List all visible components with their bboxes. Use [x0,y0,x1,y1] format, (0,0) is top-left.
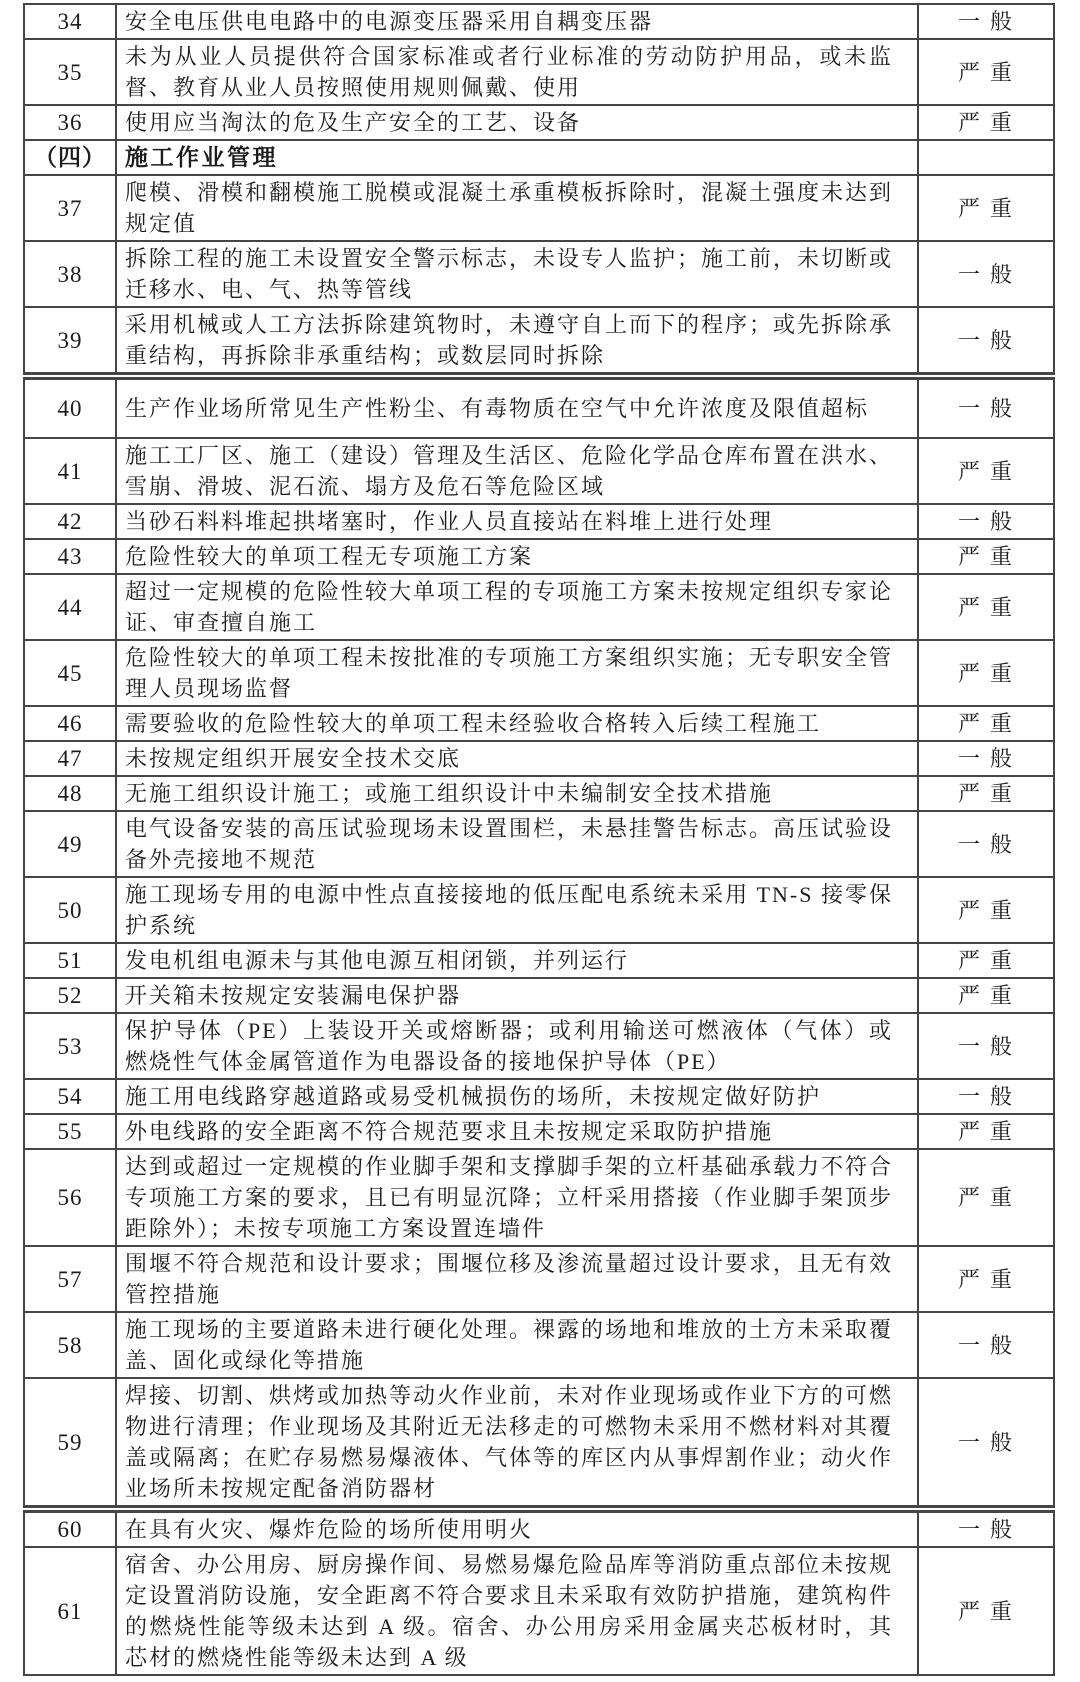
table-row [24,1547,1054,1675]
row-description-cell: 达到或超过一定规模的作业脚手架和支撑脚手架的立杆基础承载力不符合专项施工方案的要求，且已有明显沉降；立杆采用搭接（作业脚手架顶步距除外）；未按专项施工方案设置连墙件 [116,1149,918,1246]
row-description-cell: 焊接、切割、烘烤或加热等动火作业前，未对作业现场或作业下方的可燃物进行清理；作业现场及其附近无法移走的可燃物未采用不燃材料对其覆盖或隔离；在贮存易燃易爆液体、气体等的库区内从事焊割作业；动火作业场所未按规定配备消防器材 [116,1378,918,1509]
row-number-cell: 51 [24,943,116,978]
row-number-cell: 34 [24,4,116,39]
table-row [24,1378,1054,1509]
row-severity-cell: 一般 [918,307,1054,376]
row-description-cell: 保护导体（PE）上装设开关或熔断器；或利用输送可燃液体（气体）或燃烧性气体金属管道作为电器设备的接地保护导体（PE） [116,1013,918,1079]
table-row [24,1509,1054,1547]
row-description-cell: 开关箱未按规定安装漏电保护器 [116,978,918,1013]
row-severity-cell: 一般 [918,1079,1054,1114]
row-number-cell: 54 [24,1079,116,1114]
row-description-cell: 需要验收的危险性较大的单项工程未经验收合格转入后续工程施工 [116,706,918,741]
row-severity-cell: 一般 [918,741,1054,776]
row-severity-cell: 一般 [918,1509,1054,1547]
row-description-cell: 安全电压供电电路中的电源变压器采用自耦变压器 [116,4,918,39]
row-severity-cell: 一般 [918,241,1054,307]
table-row [24,943,1054,978]
table-row [24,1079,1054,1114]
row-description-cell: 宿舍、办公用房、厨房操作间、易燃易爆危险品库等消防重点部位未按规定设置消防设施，安全距离不符合要求且未采取有效防护措施，建筑构件的燃烧性能等级未达到 A 级。宿舍、办公用房采用金属夹芯板材时，其芯材的燃烧性能等级未达到 A 级 [116,1547,918,1675]
row-description-cell: 在具有火灾、爆炸危险的场所使用明火 [116,1509,918,1547]
row-number-cell: 48 [24,776,116,811]
row-severity-cell: 严重 [918,574,1054,640]
table-row [24,706,1054,741]
row-severity-cell: 严重 [918,1547,1054,1675]
row-severity-cell: 一般 [918,504,1054,539]
table-row [24,4,1054,39]
row-number-cell: 53 [24,1013,116,1079]
row-description-cell: 未按规定组织开展安全技术交底 [116,741,918,776]
row-number-cell: 57 [24,1246,116,1312]
table-row [24,1312,1054,1378]
row-severity-cell: 一般 [918,811,1054,877]
row-severity-cell: 一般 [918,1013,1054,1079]
row-description-cell: 拆除工程的施工未设置安全警示标志，未设专人监护；施工前，未切断或迁移水、电、气、热等管线 [116,241,918,307]
row-severity-cell: 一般 [918,1378,1054,1509]
row-description-cell: 危险性较大的单项工程未按批准的专项施工方案组织实施；无专职安全管理人员现场监督 [116,640,918,706]
row-severity-cell: 严重 [918,978,1054,1013]
table-row [24,376,1054,438]
table-row [24,776,1054,811]
row-number-cell: 61 [24,1547,116,1675]
row-severity-cell: 严重 [918,776,1054,811]
row-severity-cell: 严重 [918,943,1054,978]
table-row [24,105,1054,140]
row-number-cell: 58 [24,1312,116,1378]
table-row [24,1114,1054,1149]
table-body [24,4,1054,1675]
table-row [24,877,1054,943]
row-description-cell: 爬模、滑模和翻模施工脱模或混凝土承重模板拆除时，混凝土强度未达到规定值 [116,175,918,241]
row-number-cell: 38 [24,241,116,307]
table-row [24,574,1054,640]
table-row [24,978,1054,1013]
table-row [24,741,1054,776]
table-row [24,1149,1054,1246]
row-number-cell: 40 [24,376,116,438]
row-description-cell: 使用应当淘汰的危及生产安全的工艺、设备 [116,105,918,140]
row-number-cell: 47 [24,741,116,776]
row-severity-cell: 严重 [918,1246,1054,1312]
row-description-cell: 外电线路的安全距离不符合规范要求且未按规定采取防护措施 [116,1114,918,1149]
row-description-cell: 施工工厂区、施工（建设）管理及生活区、危险化学品仓库布置在洪水、雪崩、滑坡、泥石流、塌方及危石等危险区域 [116,438,918,504]
row-description-cell: 无施工组织设计施工；或施工组织设计中未编制安全技术措施 [116,776,918,811]
row-number-cell: 59 [24,1378,116,1509]
table-row [24,504,1054,539]
row-description-cell: 电气设备安装的高压试验现场未设置围栏，未悬挂警告标志。高压试验设备外壳接地不规范 [116,811,918,877]
row-severity-cell: 一般 [918,1312,1054,1378]
row-number-cell: 50 [24,877,116,943]
row-number-cell: 52 [24,978,116,1013]
row-severity-cell: 严重 [918,706,1054,741]
row-number-cell: 56 [24,1149,116,1246]
row-description-cell: 当砂石料料堆起拱堵塞时，作业人员直接站在料堆上进行处理 [116,504,918,539]
row-severity-cell: 严重 [918,640,1054,706]
row-description-cell: 生产作业场所常见生产性粉尘、有毒物质在空气中允许浓度及限值超标 [116,376,918,438]
row-severity-cell: 严重 [918,175,1054,241]
table-row [24,241,1054,307]
row-description-cell: 施工现场专用的电源中性点直接接地的低压配电系统未采用 TN-S 接零保护系统 [116,877,918,943]
row-description-cell: 施工作业管理 [116,140,918,175]
table-row [24,175,1054,241]
row-number-cell: 55 [24,1114,116,1149]
table-row [24,1246,1054,1312]
row-number-cell: 42 [24,504,116,539]
row-severity-cell [918,140,1054,175]
row-description-cell: 施工现场的主要道路未进行硬化处理。裸露的场地和堆放的土方未采取覆盖、固化或绿化等措施 [116,1312,918,1378]
row-description-cell: 危险性较大的单项工程无专项施工方案 [116,539,918,574]
row-number-cell: 36 [24,105,116,140]
row-description-cell: 施工用电线路穿越道路或易受机械损伤的场所，未按规定做好防护 [116,1079,918,1114]
row-description-cell: 未为从业人员提供符合国家标准或者行业标准的劳动防护用品，或未监督、教育从业人员按照使用规则佩戴、使用 [116,39,918,105]
row-number-cell: 35 [24,39,116,105]
row-number-cell: 49 [24,811,116,877]
table-row [24,307,1054,376]
row-description-cell: 围堰不符合规范和设计要求；围堰位移及渗流量超过设计要求，且无有效管控措施 [116,1246,918,1312]
row-severity-cell: 一般 [918,4,1054,39]
table-row [24,1013,1054,1079]
section-header-row [24,140,1054,175]
row-description-cell: 发电机组电源未与其他电源互相闭锁，并列运行 [116,943,918,978]
row-number-cell: 45 [24,640,116,706]
row-severity-cell: 严重 [918,1114,1054,1149]
row-severity-cell: 严重 [918,539,1054,574]
row-severity-cell: 严重 [918,438,1054,504]
row-number-cell: 41 [24,438,116,504]
row-number-cell: 60 [24,1509,116,1547]
table-row [24,640,1054,706]
table-row [24,39,1054,105]
row-severity-cell: 一般 [918,376,1054,438]
table-row [24,438,1054,504]
table-row [24,811,1054,877]
severity-table [23,3,1055,1676]
row-number-cell: 44 [24,574,116,640]
row-description-cell: 超过一定规模的危险性较大单项工程的专项施工方案未按规定组织专家论证、审查擅自施工 [116,574,918,640]
row-number-cell: 43 [24,539,116,574]
row-severity-cell: 严重 [918,105,1054,140]
row-severity-cell: 严重 [918,1149,1054,1246]
row-severity-cell: 严重 [918,39,1054,105]
row-number-cell: 46 [24,706,116,741]
row-description-cell: 采用机械或人工方法拆除建筑物时，未遵守自上而下的程序；或先拆除承重结构，再拆除非承重结构；或数层同时拆除 [116,307,918,376]
row-number-cell: 39 [24,307,116,376]
row-number-cell: （四） [24,140,116,175]
table-row [24,539,1054,574]
row-number-cell: 37 [24,175,116,241]
row-severity-cell: 严重 [918,877,1054,943]
